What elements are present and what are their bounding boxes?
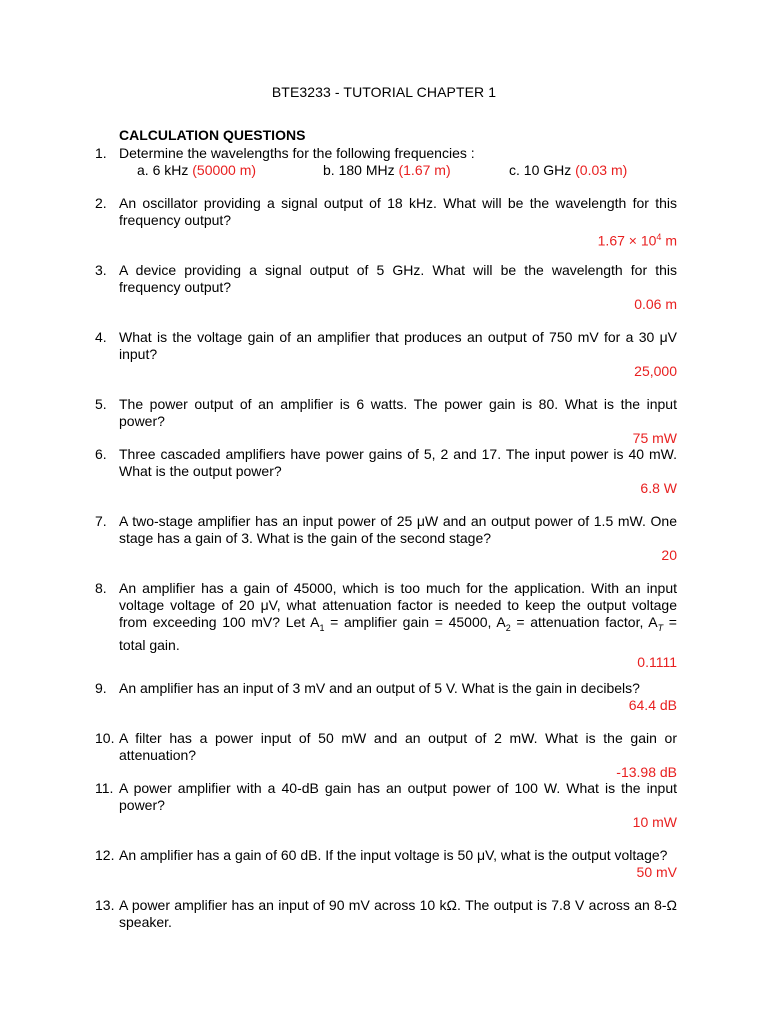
question-number: 9. [95,680,107,696]
answer: 75 mW [632,430,677,446]
option-b [323,162,451,179]
frequency-options [137,162,677,179]
answer: 25,000 [634,363,677,379]
option-c-answer: (0.03 m) [575,162,628,178]
question-text-part: = total gain. [119,614,677,653]
question-4 [95,329,677,380]
option-c-label: c. 10 GHz [509,162,572,178]
question-text: An oscillator providing a signal output of 18 kHz. What will be the wavelength for this frequency output? [119,195,677,228]
question-7 [95,513,677,564]
option-c [509,162,627,179]
subscript: T [657,622,664,633]
question-11 [95,780,677,831]
question-text: An amplifier has an input of 3 mV and an output of 5 V. What is the gain in decibels? [119,680,640,696]
page-title: BTE3233 - TUTORIAL CHAPTER 1 [271,84,497,100]
answer: 10 mW [632,814,677,830]
option-a-label: a. 6 kHz [137,162,189,178]
question-text: A device providing a signal output of 5 GHz. What will be the wavelength for this frequency output? [119,262,677,295]
question-12 [95,847,677,881]
question-number: 7. [95,513,107,529]
question-text-part: = attenuation factor, A [510,614,658,630]
question-text: What is the voltage gain of an amplifier that produces an output of 750 mV for a 30 μV input? [119,329,677,362]
answer-unit: m [661,232,677,249]
question-text: Determine the wavelengths for the following frequencies : [119,145,475,161]
question-text: An amplifier has a gain of 60 dB. If the input voltage is 50 μV, what is the output voltage? [119,847,668,863]
question-text-part: = amplifier gain = 45000, A [324,614,506,630]
answer-exponent: 4 [656,232,662,242]
answer: -13.98 dB [616,764,677,780]
option-a [137,162,256,179]
question-1 [95,145,677,179]
answer: 20 [661,547,677,563]
question-8 [95,580,677,671]
question-number: 4. [95,329,107,345]
question-number: 2. [95,195,107,211]
question-6 [95,446,677,497]
question-text: A power amplifier has an input of 90 mV across 10 kΩ. The output is 7.8 V across an 8-Ω speaker. [119,897,677,930]
question-13 [95,897,677,931]
question-text: The power output of an amplifier is 6 watts. The power gain is 80. What is the input power? [119,396,677,429]
question-9 [95,680,677,714]
subscript: 1 [319,622,325,633]
question-number: 1. [95,145,107,161]
question-text: A filter has a power input of 50 mW and an output of 2 mW. What is the gain or attenuation? [119,730,677,763]
question-10 [95,730,677,781]
answer: 50 mV [636,864,677,880]
question-number: 6. [95,446,107,462]
answer: 6.8 W [640,480,677,496]
question-number: 8. [95,580,107,596]
answer: 0.1111 [637,653,677,670]
answer [95,229,677,250]
question-text: Three cascaded amplifiers have power gains of 5, 2 and 17. The input power is 40 mW. What is the output power? [119,446,677,479]
question-text-part: An amplifier has a gain of 45000, which is too much for the application. With an input voltage voltage of 20 μV, what attenuation factor is needed to keep the output voltage from exceeding 100 mV? Let A [119,580,677,630]
question-text [119,580,677,654]
question-number: 13. [95,897,115,913]
question-2 [95,195,677,250]
subscript: 2 [505,622,511,633]
answer: 64.4 dB [628,697,677,713]
option-b-label: b. 180 MHz [323,162,395,178]
answer-base: 1.67 × 10 [597,232,657,249]
question-5 [95,396,677,447]
question-number: 5. [95,396,107,412]
question-number: 10. [95,730,115,746]
section-heading: CALCULATION QUESTIONS [119,127,306,143]
question-text: A two-stage amplifier has an input power of 25 μW and an output power of 1.5 mW. One stage has a gain of 3. What is the gain of the second stage? [119,513,677,546]
question-3 [95,262,677,313]
question-number: 11. [95,780,114,796]
answer: 0.06 m [634,296,677,312]
option-b-answer: (1.67 m) [398,162,451,178]
question-number: 12. [95,847,115,863]
question-text: A power amplifier with a 40-dB gain has an output power of 100 W. What is the input power? [119,780,677,813]
option-a-answer: (50000 m) [192,162,257,178]
question-number: 3. [95,262,107,278]
